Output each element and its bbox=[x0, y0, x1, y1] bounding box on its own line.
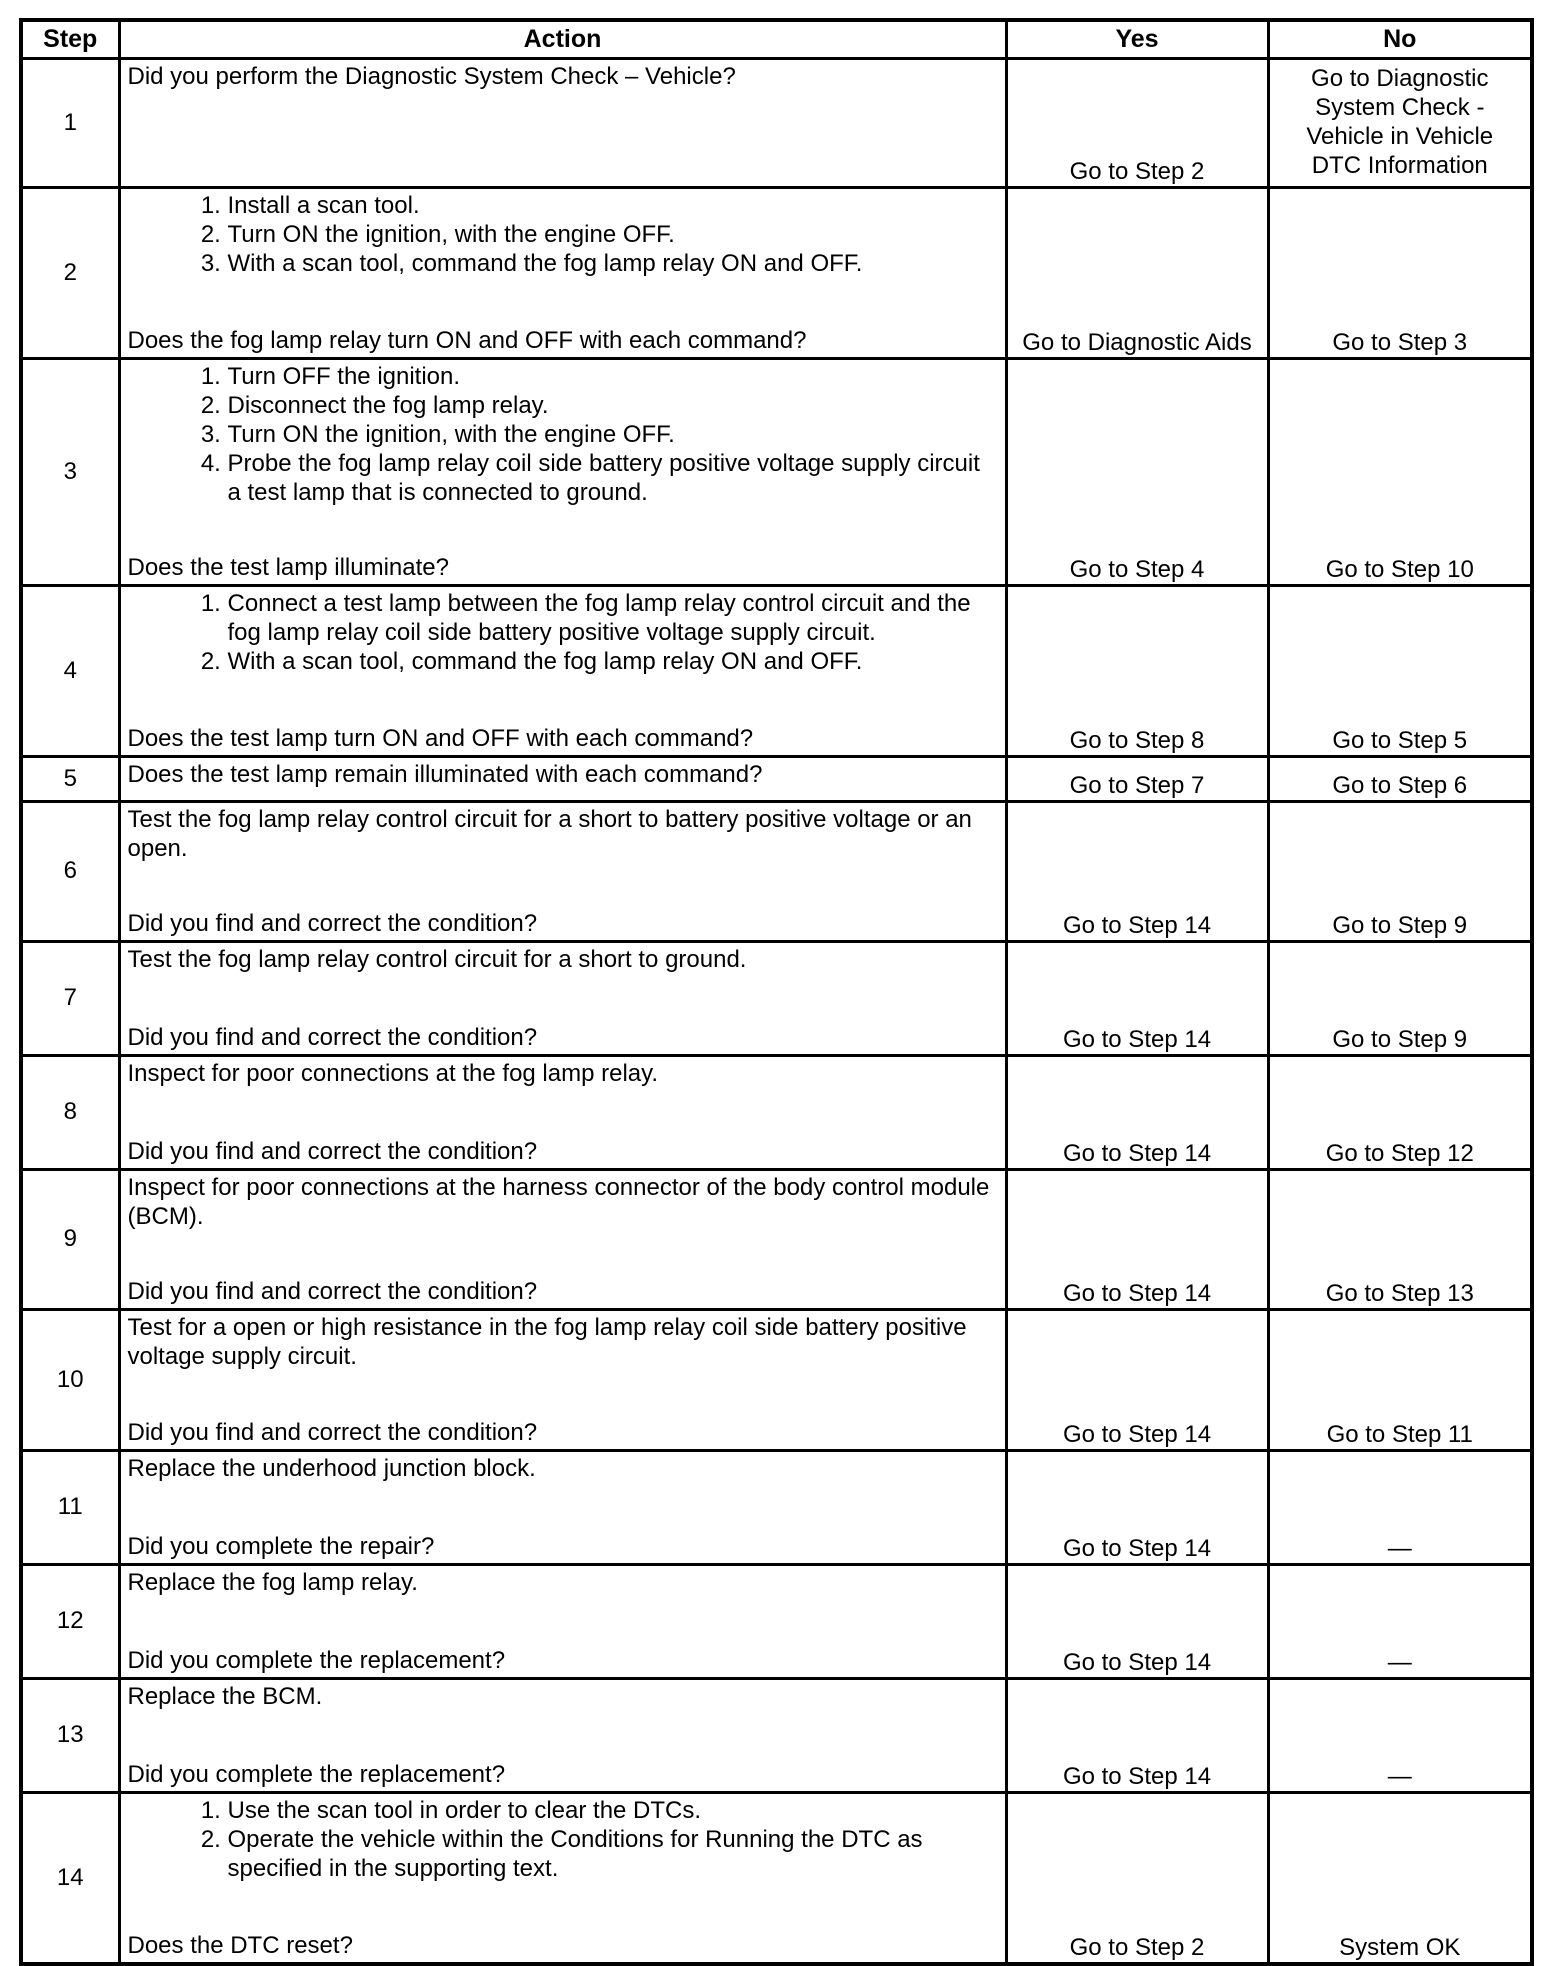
step-number: 4 bbox=[21, 585, 119, 756]
no-result: Go to Step 9 bbox=[1268, 941, 1532, 1055]
instruction-item: 3. Turn ON the ignition, with the engine OFF. bbox=[228, 420, 997, 449]
no-result: Go to Diagnostic System Check - Vehicle in Vehicle DTC Information bbox=[1268, 58, 1532, 187]
action-text: Replace the fog lamp relay. bbox=[127, 1568, 418, 1596]
yes-result: Go to Diagnostic Aids bbox=[1006, 187, 1268, 358]
action-instructions bbox=[128, 362, 997, 507]
action-content bbox=[121, 943, 1005, 1054]
action-instructions bbox=[128, 1568, 997, 1597]
action-question: Does the test lamp remain illuminated with each command? bbox=[127, 760, 763, 788]
instruction-item: 1. Install a scan tool. bbox=[228, 191, 997, 220]
yes-result: Go to Step 14 bbox=[1006, 1169, 1268, 1309]
action-content bbox=[121, 1680, 1005, 1791]
action-instructions bbox=[128, 1796, 997, 1883]
action-cell bbox=[119, 1055, 1006, 1169]
table-row bbox=[21, 941, 1532, 1055]
instruction-list bbox=[128, 191, 997, 278]
action-content bbox=[121, 1171, 1005, 1308]
table-row bbox=[21, 1169, 1532, 1309]
step-number: 8 bbox=[21, 1055, 119, 1169]
action-cell bbox=[119, 1564, 1006, 1678]
no-result: Go to Step 13 bbox=[1268, 1169, 1532, 1309]
yes-result: Go to Step 14 bbox=[1006, 1678, 1268, 1792]
action-instructions bbox=[128, 1454, 997, 1483]
yes-result: Go to Step 4 bbox=[1006, 358, 1268, 585]
action-instructions bbox=[128, 945, 997, 974]
action-cell bbox=[119, 941, 1006, 1055]
action-text: Test the fog lamp relay control circuit for a short to ground. bbox=[127, 945, 747, 973]
action-content bbox=[121, 1566, 1005, 1677]
action-instructions bbox=[128, 805, 997, 863]
yes-result: Go to Step 2 bbox=[1006, 1792, 1268, 1964]
action-question: Does the DTC reset? bbox=[127, 1931, 353, 1959]
table-row bbox=[21, 1450, 1532, 1564]
action-text: Inspect for poor connections at the fog lamp relay. bbox=[127, 1059, 659, 1087]
action-content bbox=[121, 758, 1005, 800]
yes-result: Go to Step 14 bbox=[1006, 941, 1268, 1055]
step-number: 11 bbox=[21, 1450, 119, 1564]
action-instructions bbox=[128, 589, 997, 676]
step-number: 2 bbox=[21, 187, 119, 358]
instruction-item: 4. Probe the fog lamp relay coil side battery positive voltage supply circuit a test lamp that is connected to ground. bbox=[228, 449, 997, 507]
no-result: — bbox=[1268, 1564, 1532, 1678]
diagnostic-table bbox=[19, 18, 1534, 1966]
no-result: System OK bbox=[1268, 1792, 1532, 1964]
table-row bbox=[21, 358, 1532, 585]
action-content bbox=[121, 60, 1005, 186]
step-number: 5 bbox=[21, 756, 119, 801]
action-question: Does the fog lamp relay turn ON and OFF with each command? bbox=[127, 326, 807, 354]
step-number: 3 bbox=[21, 358, 119, 585]
table-row bbox=[21, 801, 1532, 941]
yes-result: Go to Step 14 bbox=[1006, 1055, 1268, 1169]
instruction-list bbox=[128, 362, 997, 507]
no-result: Go to Step 6 bbox=[1268, 756, 1532, 801]
action-instructions bbox=[128, 1313, 997, 1371]
no-result: Go to Step 11 bbox=[1268, 1309, 1532, 1450]
header-yes: Yes bbox=[1006, 20, 1268, 58]
header-row bbox=[21, 20, 1532, 58]
action-question: Does the test lamp turn ON and OFF with each command? bbox=[127, 724, 754, 752]
action-instructions bbox=[128, 1682, 997, 1711]
action-question: Did you find and correct the condition? bbox=[127, 1418, 538, 1446]
step-number: 10 bbox=[21, 1309, 119, 1450]
instruction-item: 1. Use the scan tool in order to clear the DTCs. bbox=[228, 1796, 997, 1825]
table-row bbox=[21, 1309, 1532, 1450]
header-no: No bbox=[1268, 20, 1532, 58]
action-text: Test for a open or high resistance in the fog lamp relay coil side battery positive voltage supply circuit. bbox=[127, 1313, 967, 1370]
yes-result: Go to Step 14 bbox=[1006, 801, 1268, 941]
action-question: Did you complete the replacement? bbox=[127, 1646, 506, 1674]
action-cell bbox=[119, 1309, 1006, 1450]
action-cell bbox=[119, 187, 1006, 358]
table-row bbox=[21, 1564, 1532, 1678]
action-cell bbox=[119, 58, 1006, 187]
instruction-item: 2. Turn ON the ignition, with the engine OFF. bbox=[228, 220, 997, 249]
step-number: 13 bbox=[21, 1678, 119, 1792]
action-content bbox=[121, 803, 1005, 940]
step-number: 9 bbox=[21, 1169, 119, 1309]
action-text: Test the fog lamp relay control circuit for a short to battery positive voltage or an open. bbox=[127, 805, 972, 862]
no-result: Go to Step 10 bbox=[1268, 358, 1532, 585]
action-cell bbox=[119, 1450, 1006, 1564]
step-number: 7 bbox=[21, 941, 119, 1055]
no-result: Go to Step 12 bbox=[1268, 1055, 1532, 1169]
instruction-item: 2. Disconnect the fog lamp relay. bbox=[228, 391, 997, 420]
action-question: Did you find and correct the condition? bbox=[127, 1023, 538, 1051]
instruction-list bbox=[128, 1796, 997, 1883]
table-row bbox=[21, 1678, 1532, 1792]
action-question: Did you perform the Diagnostic System Check – Vehicle? bbox=[127, 62, 736, 90]
table-row bbox=[21, 187, 1532, 358]
action-content bbox=[121, 189, 1005, 357]
action-content bbox=[121, 1057, 1005, 1168]
step-number: 14 bbox=[21, 1792, 119, 1964]
action-instructions bbox=[128, 1059, 997, 1088]
yes-result: Go to Step 8 bbox=[1006, 585, 1268, 756]
instruction-item: 3. With a scan tool, command the fog lamp relay ON and OFF. bbox=[228, 249, 997, 278]
action-text: Replace the BCM. bbox=[127, 1682, 323, 1710]
instruction-list bbox=[128, 589, 997, 676]
yes-result: Go to Step 14 bbox=[1006, 1450, 1268, 1564]
table-row bbox=[21, 58, 1532, 187]
action-cell bbox=[119, 801, 1006, 941]
action-question: Did you find and correct the condition? bbox=[127, 1137, 538, 1165]
instruction-item: 2. Operate the vehicle within the Conditions for Running the DTC as specified in the supporting text. bbox=[228, 1825, 997, 1883]
step-number: 1 bbox=[21, 58, 119, 187]
action-question: Did you find and correct the condition? bbox=[127, 1277, 538, 1305]
instruction-item: 1. Connect a test lamp between the fog lamp relay control circuit and the fog lamp relay coil side battery positive voltage supply circuit. bbox=[228, 589, 997, 647]
no-result: Go to Step 9 bbox=[1268, 801, 1532, 941]
yes-result: Go to Step 14 bbox=[1006, 1564, 1268, 1678]
header-action: Action bbox=[119, 20, 1006, 58]
yes-result: Go to Step 7 bbox=[1006, 756, 1268, 801]
no-result: Go to Step 3 bbox=[1268, 187, 1532, 358]
action-question: Did you complete the replacement? bbox=[127, 1760, 506, 1788]
action-question: Did you complete the repair? bbox=[127, 1532, 435, 1560]
action-text: Replace the underhood junction block. bbox=[127, 1454, 536, 1482]
table-row bbox=[21, 1792, 1532, 1964]
action-content bbox=[121, 1794, 1005, 1962]
yes-result: Go to Step 2 bbox=[1006, 58, 1268, 187]
action-content bbox=[121, 360, 1005, 584]
step-number: 12 bbox=[21, 1564, 119, 1678]
action-question: Did you find and correct the condition? bbox=[127, 909, 538, 937]
action-cell bbox=[119, 585, 1006, 756]
no-result: — bbox=[1268, 1678, 1532, 1792]
action-text: Inspect for poor connections at the harness connector of the body control module (BCM). bbox=[127, 1173, 990, 1230]
action-instructions bbox=[128, 1173, 997, 1231]
action-content bbox=[121, 1311, 1005, 1449]
table-row bbox=[21, 756, 1532, 801]
action-cell bbox=[119, 358, 1006, 585]
step-number: 6 bbox=[21, 801, 119, 941]
yes-result: Go to Step 14 bbox=[1006, 1309, 1268, 1450]
no-result: Go to Step 5 bbox=[1268, 585, 1532, 756]
action-question: Does the test lamp illuminate? bbox=[127, 553, 449, 581]
action-cell bbox=[119, 756, 1006, 801]
action-cell bbox=[119, 1169, 1006, 1309]
action-instructions bbox=[128, 191, 997, 278]
action-cell bbox=[119, 1678, 1006, 1792]
action-cell bbox=[119, 1792, 1006, 1964]
table-row bbox=[21, 1055, 1532, 1169]
action-content bbox=[121, 587, 1005, 755]
instruction-item: 1. Turn OFF the ignition. bbox=[228, 362, 997, 391]
no-result: — bbox=[1268, 1450, 1532, 1564]
action-content bbox=[121, 1452, 1005, 1563]
instruction-item: 2. With a scan tool, command the fog lamp relay ON and OFF. bbox=[228, 647, 997, 676]
table-row bbox=[21, 585, 1532, 756]
header-step: Step bbox=[21, 20, 119, 58]
